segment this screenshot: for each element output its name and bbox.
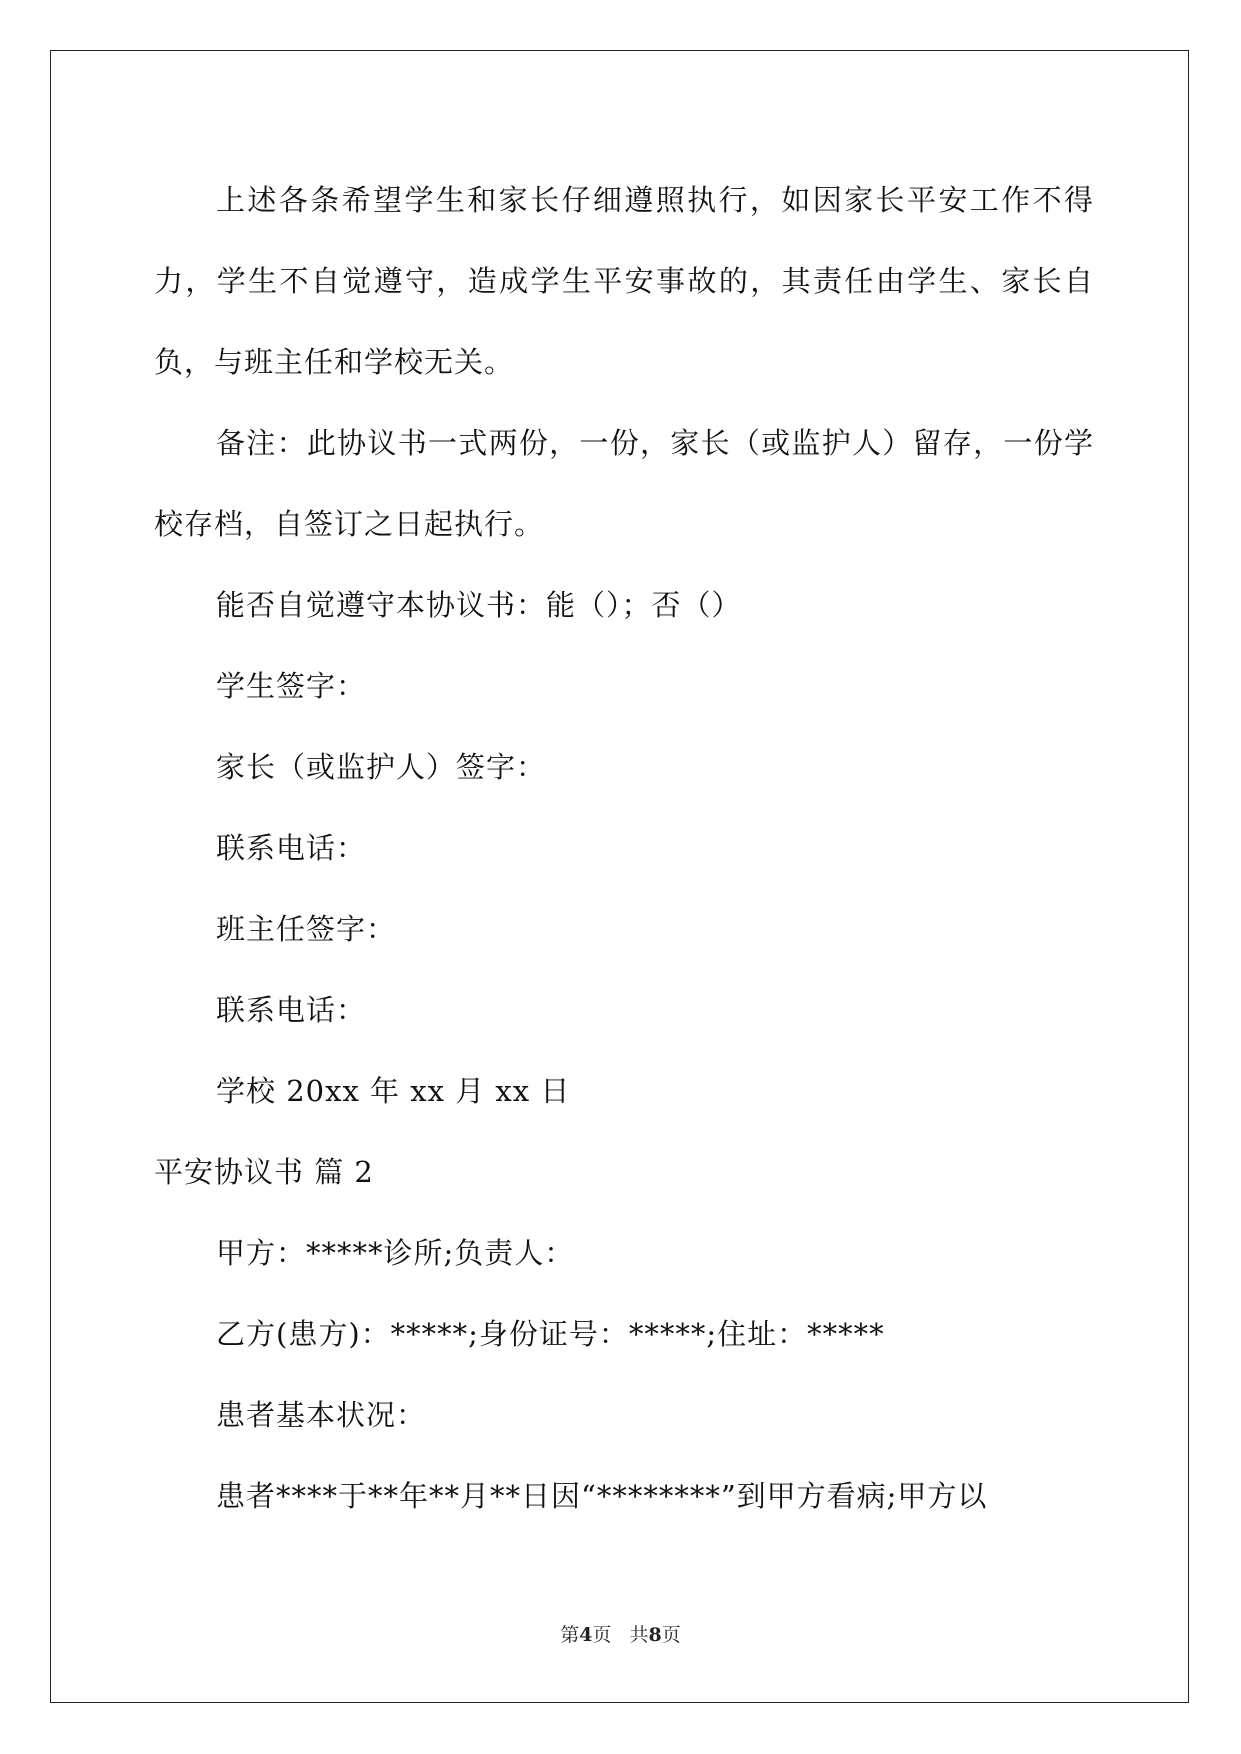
paragraph-responsibility: 上述各条希望学生和家长仔细遵照执行，如因家长平安工作不得力，学生不自觉遵守，造成学生平安事故的，其责任由学生、家长自负，与班主任和学校无关。 [154, 183, 1094, 379]
paragraph-compliance-choice: 能否自觉遵守本协议书：能（）；否（） [216, 588, 742, 622]
school-date-line: 学校 20xx 年 xx 月 xx 日 [216, 1074, 571, 1108]
teacher-signature-line: 班主任签字： [216, 912, 397, 946]
patient-status-heading: 患者基本状况： [216, 1398, 427, 1432]
student-signature-line: 学生签字： [216, 669, 367, 703]
section-heading: 平安协议书 篇 2 [154, 1155, 374, 1189]
footer-total-pages: 8 [648, 1624, 662, 1646]
party-a-line: 甲方：*****诊所;负责人： [216, 1236, 575, 1270]
patient-description: 患者****于**年**月**日因“********”到甲方看病;甲方以 [216, 1479, 988, 1513]
footer-total-prefix: 共 [629, 1624, 649, 1646]
guardian-signature-line: 家长（或监护人）签字： [216, 750, 547, 784]
guardian-phone-line: 联系电话： [216, 831, 367, 865]
paragraph-remark: 备注：此协议书一式两份，一份，家长（或监护人）留存，一份学校存档，自签订之日起执行。 [154, 426, 1094, 541]
party-b-line: 乙方(患方)：*****;身份证号：*****;住址：***** [216, 1317, 885, 1351]
footer-page-suffix: 页 [592, 1624, 612, 1646]
teacher-phone-line: 联系电话： [216, 993, 367, 1027]
footer-page-number: 4 [579, 1624, 593, 1646]
page-footer [0, 1620, 1241, 1647]
footer-prefix: 第 [560, 1624, 580, 1646]
document-body [154, 160, 1094, 1537]
footer-total-suffix: 页 [661, 1624, 681, 1646]
